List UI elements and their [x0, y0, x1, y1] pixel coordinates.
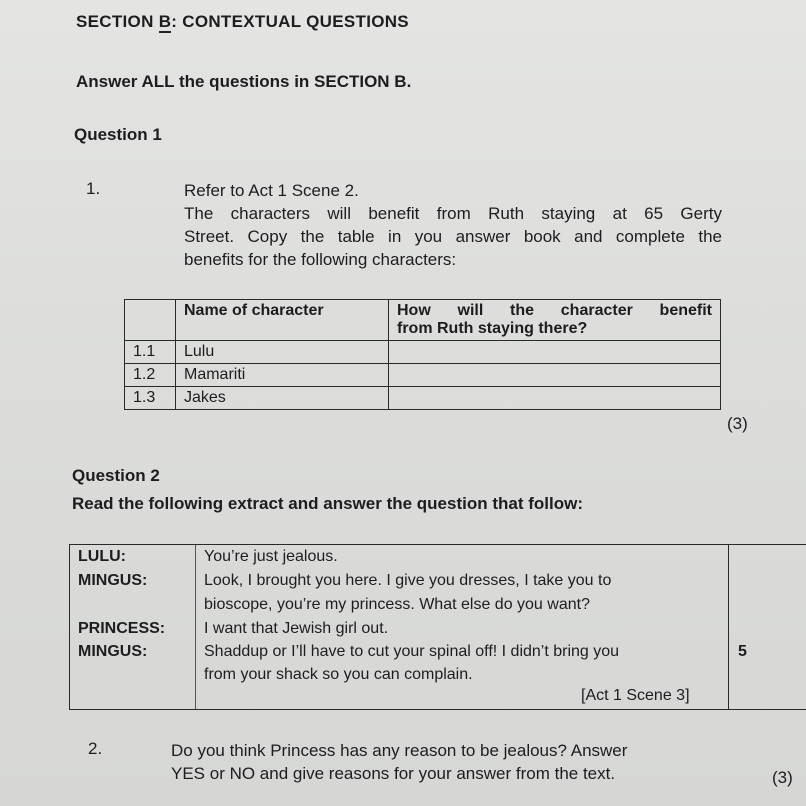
table-row	[125, 364, 721, 387]
section-title-prefix: SECTION	[76, 12, 159, 31]
characters-table	[124, 299, 721, 410]
row-character-name: Mamariti	[176, 364, 389, 387]
question2-heading: Question 2	[72, 466, 160, 485]
table-header-benefit-line1: How will the character benefit	[397, 302, 712, 319]
extract-speaker: LULU:	[78, 548, 126, 565]
line-number-column-divider	[728, 545, 729, 709]
table-header-row	[125, 300, 721, 341]
extract-line: bioscope, you’re my princess. What else do you want?	[204, 596, 590, 613]
extract-line: Shaddup or I’ll have to cut your spinal off! I didn’t bring you	[204, 643, 620, 660]
speaker-column-divider	[195, 545, 196, 709]
question2-instruction: Read the following extract and answer the question that follow:	[72, 494, 583, 513]
question1-heading: Question 1	[74, 125, 162, 144]
question1-line2: The characters will benefit from Ruth staying at 65 Gerty	[184, 204, 722, 223]
extract-line: from your shack so you can complain.	[204, 666, 473, 683]
row-number: 1.3	[125, 387, 176, 410]
extract-speaker: MINGUS:	[78, 643, 148, 660]
section-title-suffix: : CONTEXTUAL QUESTIONS	[171, 12, 409, 31]
row-benefit	[389, 341, 721, 364]
extract-line: I want that Jewish girl out.	[204, 620, 389, 637]
table-header-blank	[125, 300, 176, 341]
row-benefit	[389, 364, 721, 387]
question2-line2: YES or NO and give reasons for your answer from the text.	[171, 764, 616, 783]
question1-line3: Street. Copy the table in you answer book and complete the	[184, 227, 722, 246]
question1-line4: benefits for the following characters:	[184, 250, 457, 269]
extract-box	[69, 544, 806, 710]
extract-speaker: PRINCESS:	[78, 620, 166, 637]
table-row	[125, 341, 721, 364]
question1-text	[184, 179, 724, 271]
question1-marks: (3)	[727, 414, 748, 433]
question2-number: 2.	[88, 739, 103, 758]
extract-line: Look, I brought you here. I give you dresses, I take you to	[204, 572, 612, 589]
table-header-benefit	[389, 300, 721, 341]
row-benefit	[389, 387, 721, 410]
row-character-name: Lulu	[176, 341, 389, 364]
section-title-letter: B	[158, 12, 172, 31]
row-number: 1.1	[125, 341, 176, 364]
row-character-name: Jakes	[176, 387, 389, 410]
table-header-benefit-line2: from Ruth staying there?	[397, 320, 588, 337]
extract-speaker: MINGUS:	[78, 572, 148, 589]
extract-line-number: 5	[738, 643, 747, 660]
section-instruction: Answer ALL the questions in SECTION B.	[76, 72, 412, 91]
row-number: 1.2	[125, 364, 176, 387]
question1-line1: Refer to Act 1 Scene 2.	[184, 181, 359, 200]
question2-text	[171, 739, 731, 785]
extract-line: You’re just jealous.	[204, 548, 338, 565]
section-title	[76, 12, 409, 32]
extract-reference: [Act 1 Scene 3]	[581, 687, 690, 704]
question2-line1: Do you think Princess has any reason to be jealous? Answer	[171, 741, 628, 760]
table-row	[125, 387, 721, 410]
table-header-name: Name of character	[176, 300, 389, 341]
question1-number: 1.	[86, 179, 101, 198]
question2-marks: (3)	[772, 768, 793, 787]
